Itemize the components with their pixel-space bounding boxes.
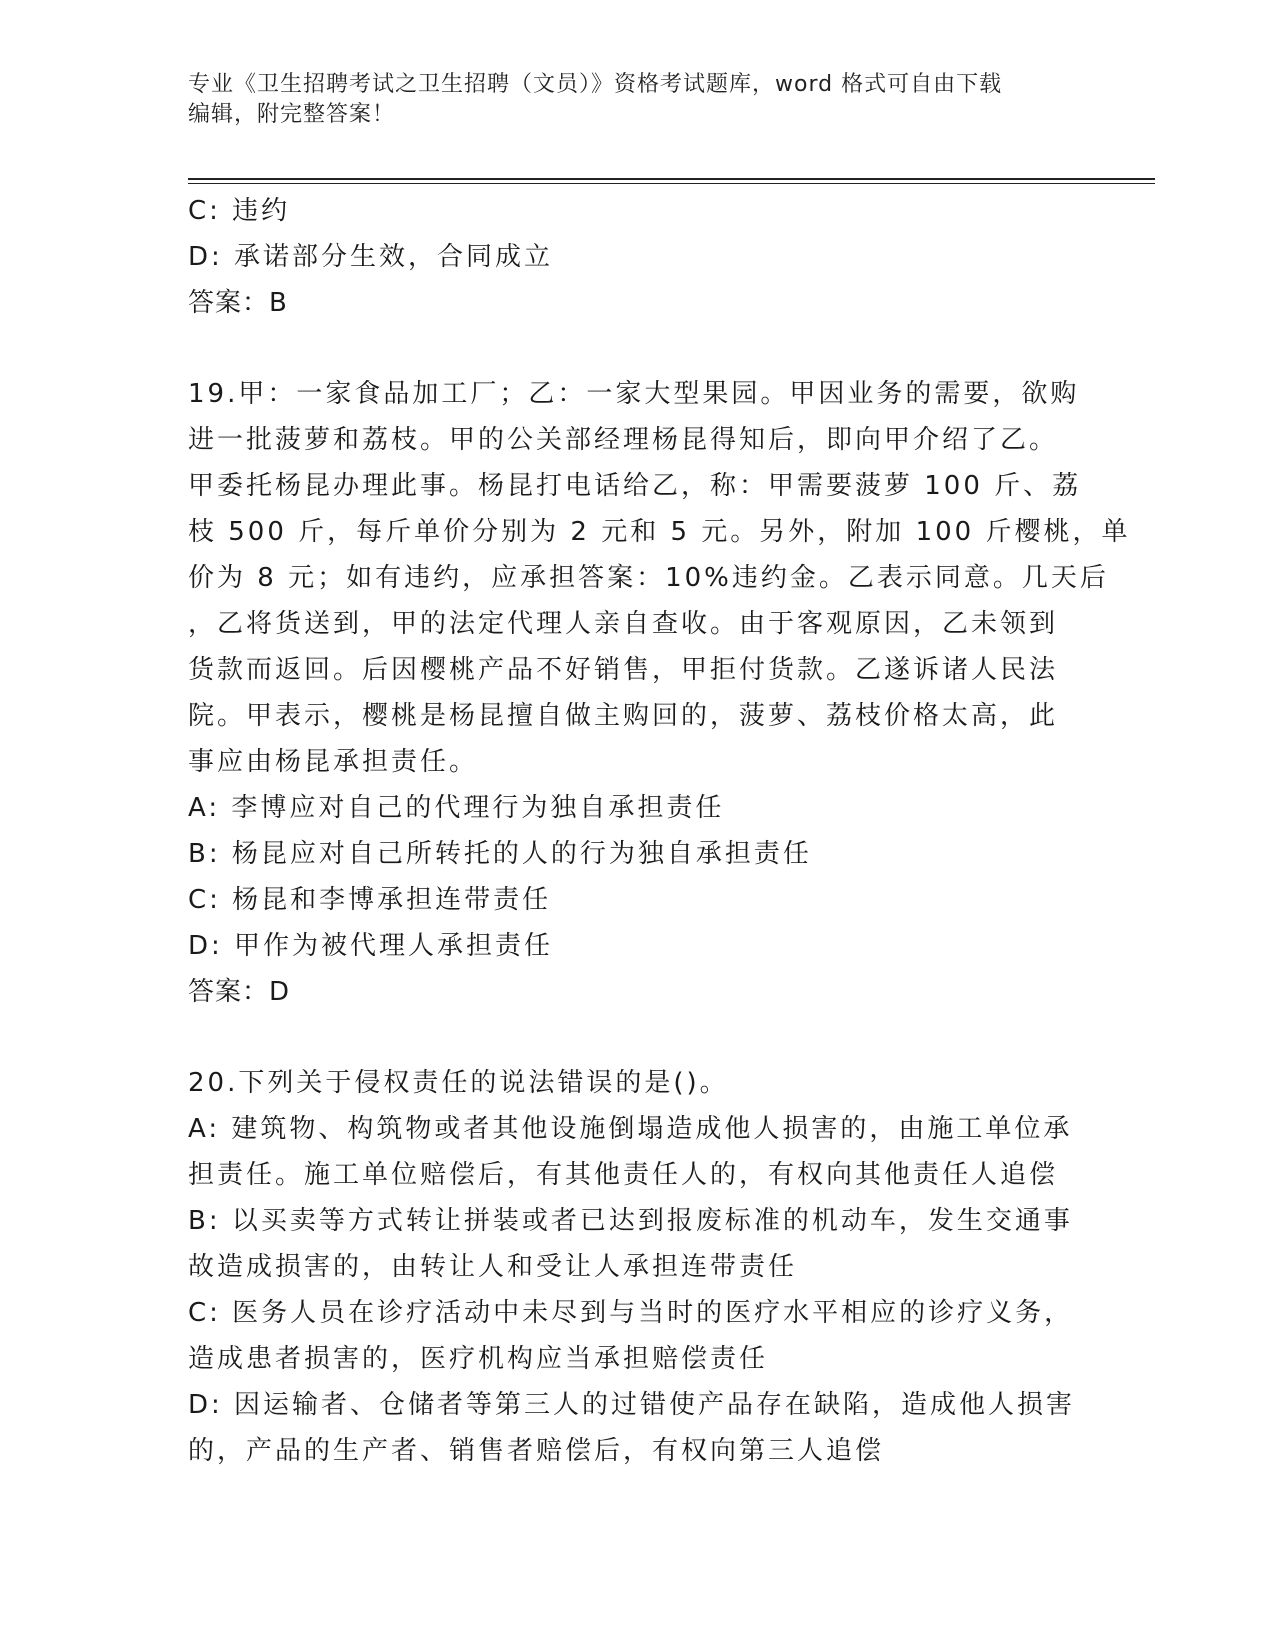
answer-label: 答案：D xyxy=(188,977,291,1007)
option-d: D: 承诺部分生效，合同成立 xyxy=(188,242,554,272)
option-d: D: 甲作为被代理人承担责任 xyxy=(188,931,554,961)
option-b: B: 杨昆应对自己所转托的人的行为独自承担责任 xyxy=(188,839,812,869)
spacer xyxy=(188,1015,1088,1060)
header-line-1: 专业《卫生招聘考试之卫生招聘（文员）》资格考试题库，word 格式可自由下载 xyxy=(188,72,1003,97)
option-a-line: 担责任。施工单位赔偿后，有其他责任人的，有权向其他责任人追偿 xyxy=(188,1160,1059,1190)
option-c: C: 违约 xyxy=(188,196,291,226)
option-a-line: A: 建筑物、构筑物或者其他设施倒塌造成他人损害的，由施工单位承 xyxy=(188,1114,1073,1144)
spacer xyxy=(188,326,1088,371)
question-stem: 20.下列关于侵权责任的说法错误的是()。 xyxy=(188,1068,729,1098)
answer-label: 答案：B xyxy=(188,288,288,318)
question-stem-line: ，乙将货送到，甲的法定代理人亲自查收。由于客观原因，乙未领到 xyxy=(188,609,1059,639)
option-b-line: B: 以买卖等方式转让拼装或者已达到报废标准的机动车，发生交通事 xyxy=(188,1206,1073,1236)
question-stem-line: 事应由杨昆承担责任。 xyxy=(188,747,479,777)
option-a: A: 李博应对自己的代理行为独自承担责任 xyxy=(188,793,725,823)
header-line-2: 编辑，附完整答案！ xyxy=(188,102,396,127)
option-c-line: C: 医务人员在诊疗活动中未尽到与当时的医疗水平相应的诊疗义务， xyxy=(188,1298,1074,1328)
question-stem-line: 枝 500 斤，每斤单价分别为 2 元和 5 元。另外，附加 100 斤樱桃，单 xyxy=(188,517,1131,547)
question-stem-line: 价为 8 元；如有违约，应承担答案：10%违约金。乙表示同意。几天后 xyxy=(188,563,1109,593)
document-body xyxy=(188,188,1131,1474)
option-b-line: 故造成损害的，由转让人和受让人承担连带责任 xyxy=(188,1252,798,1282)
option-d-line: 的，产品的生产者、销售者赔偿后，有权向第三人追偿 xyxy=(188,1436,885,1466)
question-stem-line: 院。甲表示，樱桃是杨昆擅自做主购回的，菠萝、荔枝价格太高，此 xyxy=(188,701,1059,731)
option-c: C: 杨昆和李博承担连带责任 xyxy=(188,885,552,915)
page-header xyxy=(188,70,1088,130)
question-20 xyxy=(188,1060,1088,1474)
option-c-line: 造成患者损害的，医疗机构应当承担赔偿责任 xyxy=(188,1344,769,1374)
question-18-tail xyxy=(188,188,1088,326)
question-stem-line: 19.甲：一家食品加工厂；乙：一家大型果园。甲因业务的需要，欲购 xyxy=(188,379,1080,409)
question-19 xyxy=(188,371,1131,1015)
question-stem-line: 货款而返回。后因樱桃产品不好销售，甲拒付货款。乙遂诉诸人民法 xyxy=(188,655,1059,685)
header-rule-thick xyxy=(188,178,1155,180)
option-d-line: D: 因运输者、仓储者等第三人的过错使产品存在缺陷，造成他人损害 xyxy=(188,1390,1076,1420)
question-stem-line: 进一批菠萝和荔枝。甲的公关部经理杨昆得知后，即向甲介绍了乙。 xyxy=(188,425,1059,455)
question-stem-line: 甲委托杨昆办理此事。杨昆打电话给乙，称：甲需要菠萝 100 斤、荔 xyxy=(188,471,1082,501)
header-rule-thin xyxy=(188,183,1155,184)
